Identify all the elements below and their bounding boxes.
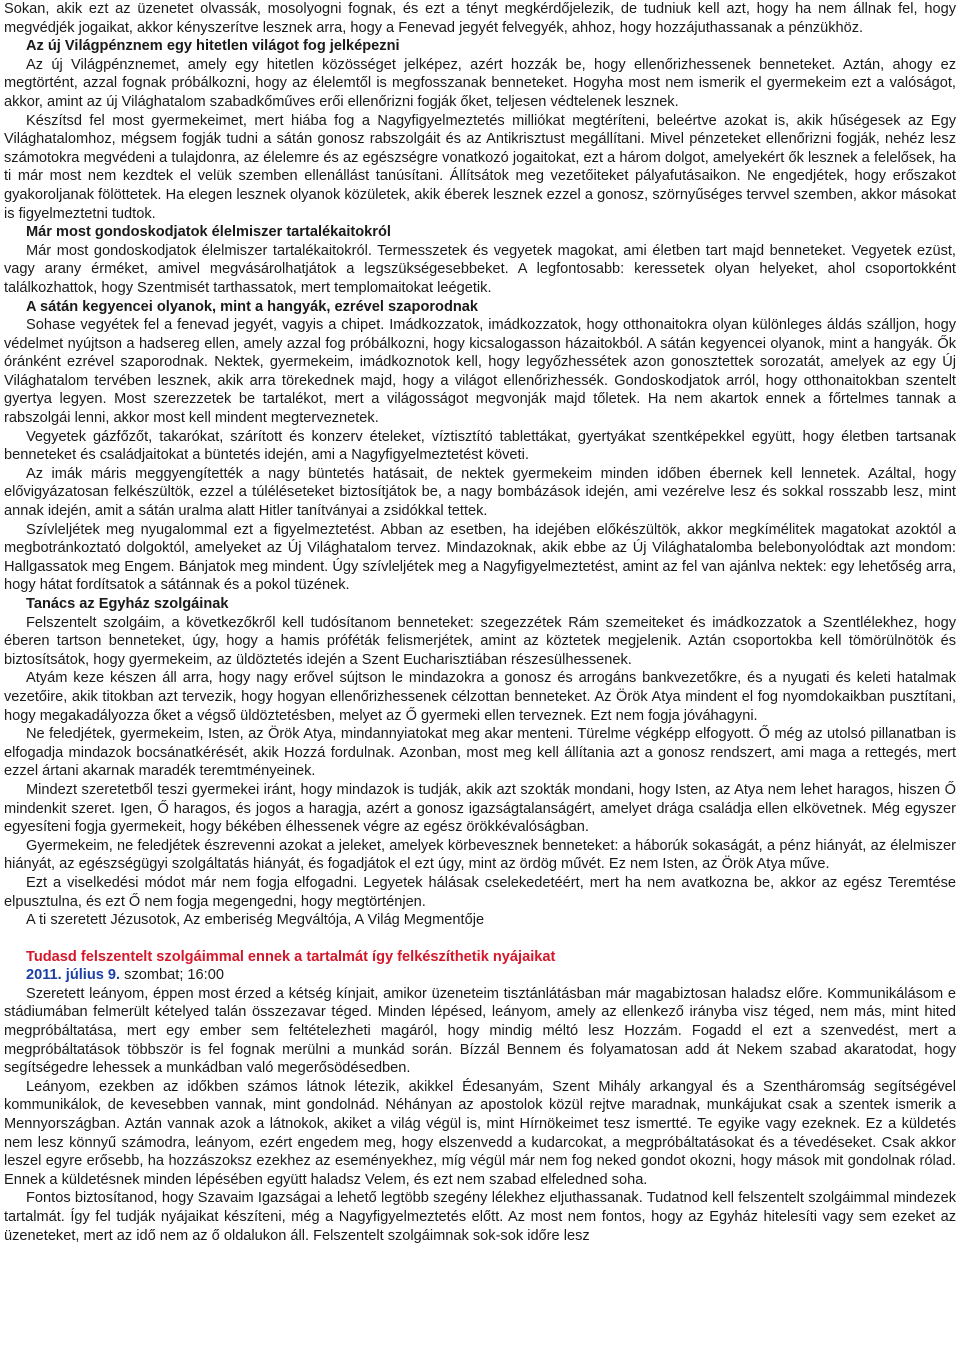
body-paragraph: Készítsd fel most gyermekeimet, mert hiába fog a Nagyfigyelmeztetés milliókat megtéríteni, beleértve azokat is, akik hűségesek az Egy Világhatalomhoz, mégsem fogják tudni a sátán gonosz rabszolgáit és az Antikrisztust megállítani. Mivel pénzeteket ellenőrizni fogják, nehéz lesz számotokra megvédeni a tulajdonra, az élelemre és az egészségre vonatkozó jogaitokat, ezt a három dolgot, amelyekért ők lesznek a felelősek, ha ti már most nem kezdtek el velük szemben ellenállást tanúsítani. Állítsátok meg vezetőiteket pályafutásaikon. Ne engedjétek, hogy erőszakot gyakoroljanak fölöttetek. Ha elegen lesznek olyanok közületek, akik éberek lesznek ezzel a gonosz, szörnyűséges tervvel szemben, akkor másokat is figyelmeztetni tudtok. — [4, 112, 956, 222]
body-paragraph: Szívleljétek meg nyugalommal ezt a figyelmeztetést. Abban az esetben, ha idejében előkészültök, akkor megkímélitek magatokat azoktól a megbotránkoztató dolgoktól, amelyeket az Új Világhatalom tervez. Mindazoknak, akik ebbe az Új Világhatalomba belebonyolódtak azt mondom: Hallgassatok meg Engem. Bánjatok meg mindent. Úgy szívleljétek meg a Nagyfigyelmeztetést, amint az fel van ajánlva nektek: egy lehetőség arra, hogy hátat fordítsatok a sátánnak és a pokol tüzének. — [4, 521, 956, 594]
message-date — [4, 966, 956, 985]
body-paragraph: Szeretett leányom, éppen most érzed a kétség kínjait, amikor üzeneteim tisztánlátásban már magabiztosan haladsz előre. Kommunikálásom e stádiumában felmerült kételyed talán összezavar téged. Minden lépésed, leányom, amely az ellenkező irányba visz téged, nem más, mint hited megpróbáltatása, mert egy ember sem feltételezheti magáról, hogy mindig méltó lesz Hozzám. Fogadd el ezt a szenvedést, mert a megpróbáltatások többször is fel fognak merülni a munkád során. Bízzál Bennem és folyamatosan add át Nekem szabad akaratodat, hogy segítségedre lehessek a munkádban való megerősödésedben. — [4, 985, 956, 1077]
body-paragraph: Az imák máris meggyengítették a nagy büntetés hatásait, de nektek gyermekeim minden időben ébernek kell lennetek. Azáltal, hogy elővigyázatosan felkészültök, ezzel a túléléseteket biztosítjátok be, a nagy bombázások idején, ami vezérelve lesz és sokkal rosszabb lesz, mint annak idején, amit a sátán uralma alatt Hitler tanítványai a zsidókkal tettek. — [4, 465, 956, 520]
body-paragraph: Felszentelt szolgáim, a következőkről kell tudósítanom benneteket: szegezzétek Rám szemeiteket és imádkozzatok a Szentlélekhez, hogy éberen tartson benneteket, úgy, hogy a hamis próféták felismerjétek, amint az köztetek megjelenik. Aztán csoportokba kell tömörülnötök és biztosítsátok, hogy gyermekeim, az üldöztetés idején a Szent Eucharisztiában részesülhessenek. — [4, 614, 956, 668]
body-paragraph: Sokan, akik ezt az üzenetet olvassák, mosolyogni fognak, és ezt a tényt megkérdőjelezik, de tudniuk kell azt, hogy ha nem állnak fel, hogy megvédjék jogaikat, akkor kényszerítve lesznek arra, hogy a Fenevad jegyét felvegyék, ahhoz, hogy hozzájuthassanak a pénzükhöz. — [4, 1, 956, 36]
body-paragraph: Fontos biztosítanod, hogy Szavaim Igazságai a lehető legtöbb szegény lélekhez eljuthassanak. Tudatnod kell felszentelt szolgáimmal mindezek tartalmát. Így fel tudják nyájaikat készíteni, még a Nagyfigyelmeztetés előtt. Az most nem fontos, hogy az Egyház hitelesíti vagy sem ezeket az üzeneteket, mert az idő nem az ő oldalukon áll. Felszentelt szolgáimnak sok-sok időre lesz — [4, 1190, 956, 1244]
section-heading: A sátán kegyencei olyanok, mint a hangyák, ezrével szaporodnak — [26, 298, 479, 315]
section-spacer — [4, 930, 956, 948]
body-paragraph: Leányom, ezekben az időkben számos látnok létezik, akikkel Édesanyám, Szent Mihály arkangyal és a Szentháromság segítségével kommunikálok, de kevesebben vannak, mint gondolnád. Néhányan az apostolok közül rejtve maradnak, munkájukat csak a szentek ismerik a Mennyországban. Aztán vannak azok a látnokok, akiket a világ végül is, mint Hírnökeimet tesz ismertté. Te egyike vagy ezeknek. Ez a küldetés nem lesz könnyű számodra, leányom, ezért engedem meg, hogy elszenvedd a kudarcokat, a megpróbáltatásokat és a tévedéseket. Csak akkor leszel egyre erősebb, ha hozzászoksz ezekhez az eseményekhez, míg végül már nem fog neked gondot okozni, hogy mások mit gondolnak rólad. Ennek a küldetésnek minden lépésében együtt haladsz Velem, és ezt nem szabad elfeledned soha. — [4, 1078, 956, 1188]
body-paragraph: Atyám keze készen áll arra, hogy nagy erővel sújtson le mindazokra a gonosz és arrogáns bankvezetőkre, és a nyugati és keleti hatalmak vezetőire, akik titokban azt tervezik, hogy hogyan ellenőrizhessenek célzottan benneteket. Az Örök Atya mindent el fog nyomdokaikban pusztítani, hogy megakadályozza őket a végső üldöztetésben, melyet az Ő gyermeki ellen terveznek. Ezt nem fogja jóváhagyni. — [4, 670, 956, 724]
body-paragraph: Ne feledjétek, gyermekeim, Isten, az Örök Atya, mindannyiatokat meg akar menteni. Türelme végképp elfogyott. Ő még az utolsó pillanatban is elfogadja mindazok bocsánatkérését, akik Hozzá fordulnak. Azonban, most meg kell állítania azt a gonosz rendszert, ami maga a rettegés, mert ezzel ártani akarnak maradék teremtményeinek. — [4, 726, 956, 780]
body-paragraph: A ti szeretett Jézusotok, Az emberiség Megváltója, A Világ Megmentője — [26, 912, 485, 929]
section-heading: Már most gondoskodjatok élelmiszer tartalékaitokról — [26, 224, 391, 241]
body-paragraph: Ezt a viselkedési módot már nem fogja elfogadni. Legyetek hálásak cselekedetéért, mert ha nem avatkozna be, akkor az egész Teremtése elpusztulna, és ezt Ő nem fogja megengedni, hogy megtörténjen. — [4, 874, 956, 910]
body-paragraph: Már most gondoskodjatok élelmiszer tartalékaitokról. Termesszetek és vegyetek magokat, ami életben tart majd benneteket. Vegyetek ezüst, vagy arany érméket, amivel megvásárolhatjátok a legszükségesebbeket. A legfontosabb: keressetek olyan helyeket, ahol csoportokként találkozhattok, hogy Szentmisét tarthassatok, mert templomaitokat leégetik. — [4, 242, 956, 296]
section-heading: Tanács az Egyház szolgáinak — [26, 596, 229, 612]
body-paragraph: Vegyetek gázfőzőt, takarókat, szárított és konzerv ételeket, víztisztító tablettákat, gyertyákat szentképekkel együtt, hogy életben tartsanak benneteket és családjaitokat a büntetés idején, ami a Nagyfigyelmeztetést követi. — [4, 428, 956, 464]
message-date-time: szombat; 16:00 — [120, 967, 224, 984]
body-paragraph: Sohase vegyétek fel a fenevad jegyét, vagyis a chipet. Imádkozzatok, imádkozzatok, hogy otthonaitokra olyan különleges áldás szálljon, hogy védelmet nyújtson a hadsereg ellen, amely azzal fog próbálkozni, hogy kicsalogasson házaitokból. A sátán kegyencei olyanok, mint a hangyák. Ők óránként ezrével szaporodnak. Nektek, gyermekeim, imádkoznotok kell, hogy legyőzhessétek azon gonosztettek sorozatát, amelyek az egy Új Világhatalom tervében lesznek, akik arra törekednek majd, hogy a világot ellenőrizhessék. Gondoskodjatok arról, hogy otthonaitokban szentelt gyertya legyen. Most szerezzetek be tartalékot, mert a világosságot megvonják majd tőletek. Ha nem akartok ennek a főrtelmes tannak a rabszolgái lenni, akkor most kell mindent megterveznetek. — [4, 317, 956, 427]
section-heading: Az új Világpénznem egy hitetlen világot fog jelképezni — [26, 38, 400, 55]
body-paragraph: Az új Világpénznemet, amely egy hitetlen közösséget jelképez, azért hozzák be, hogy ellenőrizhessenek benneteket. Aztán, ahogy ez megtörtént, azzal fognak próbálkozni, hogy az élelemtől is megfosszanak benneteket. Hogyha most nem ismerik el gyermekeim ezt a valóságot, akkor, amint az új Világhatalom szabadkőműves erői ellenőrizni fogják őket, teljesen védtelenek lesznek. — [4, 56, 956, 110]
message-date-day: 2011. július 9. — [26, 967, 121, 984]
body-paragraph: Gyermekeim, ne feledjétek észrevenni azokat a jeleket, amelyek körbevesznek benneteket: a háborúk sokaságát, a pénz hiányát, az élelmiszer hiányát, az egészségügyi szolgáltatás hiányát, és fogadjátok el ezt úgy, mint az ördög művét. Ez nem Isten, az Örök Atya műve. — [4, 837, 956, 873]
body-paragraph: Mindezt szeretetből teszi gyermekei iránt, hogy mindazok is tudják, akik azt szokták mondani, hogy Isten, az Atya nem lehet haragos, hiszen Ő mindenkit szeret. Igen, Ő haragos, és jogos a haragja, azért a gonosz igazságtalanságért, amelyet drága családja ellen elkövetnek. Még egyszer egyesíteni fogja gyermekeit, hogy békében élhessenek végre az egész örökkévalóságban. — [4, 781, 956, 836]
message-title: Tudasd felszentelt szolgáimmal ennek a tartalmát így felkészíthetik nyájaikat — [26, 948, 556, 965]
